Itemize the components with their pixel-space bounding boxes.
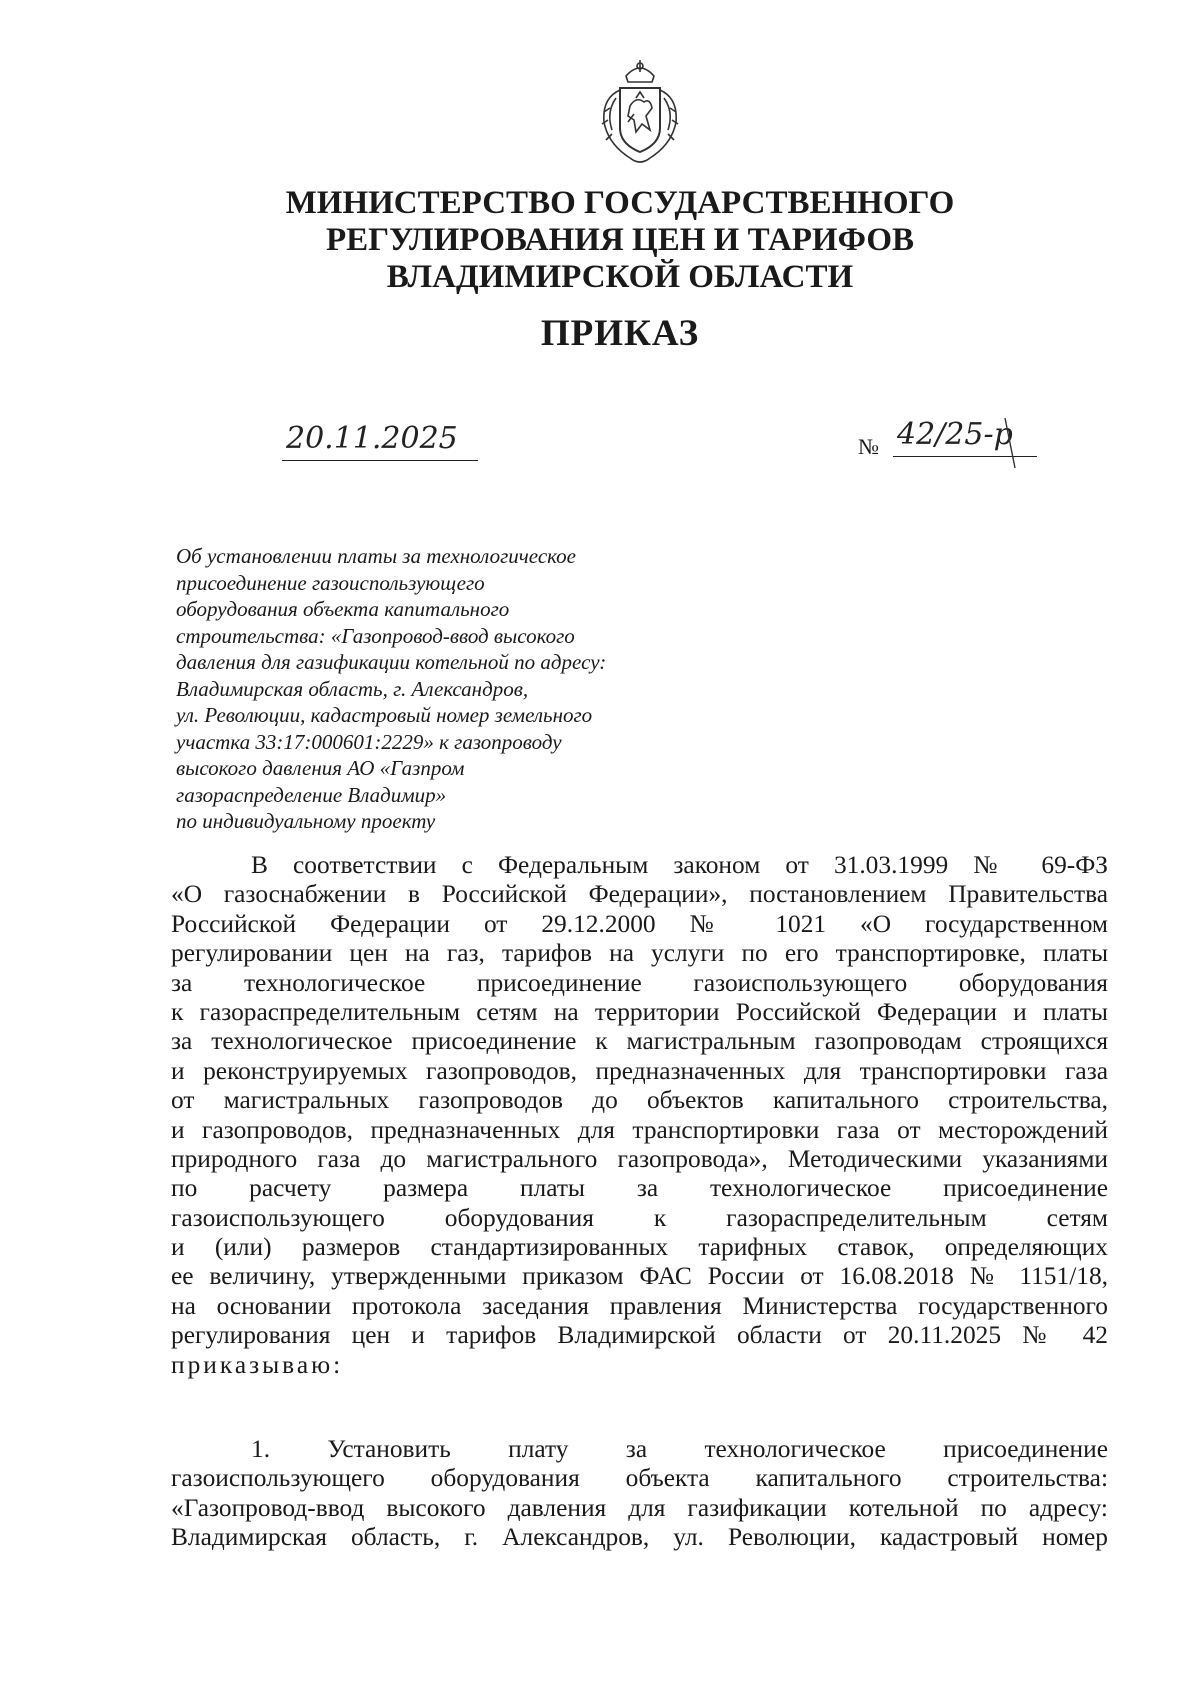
subject-line: по индивидуальному проекту [176, 809, 436, 833]
body-line: Владимирская область, г. Александров, ул. Революции, кадастровый номер [171, 1523, 1108, 1552]
body-line: ее величину, утвержденными приказом ФАС России от 16.08.2018 № 1151/18, [171, 1262, 1108, 1291]
order-date: 20.11.2025 [282, 422, 478, 461]
ministry-line: РЕГУЛИРОВАНИЯ ЦЕН И ТАРИФОВ [325, 222, 915, 258]
body-line: газоиспользующего оборудования объекта капитального строительства: [171, 1464, 1108, 1493]
ministry-line: МИНИСТЕРСТВО ГОСУДАРСТВЕННОГО [285, 185, 955, 221]
order-number: 42/25-р [893, 418, 1037, 457]
subject-line: давления для газификации котельной по адресу: [176, 650, 607, 674]
subject-line: оборудования объекта капитального [176, 597, 510, 621]
subject-line: присоединение газоиспользующего [176, 570, 485, 595]
body-line: и (или) размеров стандартизированных тарифных ставок, определяющих [171, 1233, 1108, 1262]
body-line: В соответствии с Федеральным законом от 31.03.1999 № 69-ФЗ [251, 851, 1108, 879]
ministry-title [200, 185, 1040, 296]
subject-line: Об установлении платы за технологическое [176, 544, 576, 568]
item-1-paragraph [171, 1435, 1108, 1553]
body-line: «Газопровод-ввод высокого давления для газификации котельной по адресу: [171, 1493, 1108, 1522]
order-subject [176, 543, 716, 835]
body-line: природного газа до магистрального газопровода», Методическими указаниями [171, 1144, 1108, 1173]
body-line: «О газоснабжении в Российской Федерации», постановлением Правительства [171, 880, 1108, 909]
body-line: и реконструируемых газопроводов, предназначенных для транспортировки газа [171, 1056, 1108, 1085]
number-sign: № [858, 434, 879, 459]
ministry-line: ВЛАДИМИРСКОЙ ОБЛАСТИ [386, 259, 854, 295]
subject-line: газораспределение Владимир» [176, 782, 447, 807]
body-line: регулирования цен и тарифов Владимирской области от 20.11.2025 № 42 [171, 1321, 1108, 1350]
coat-of-arms-emblem [590, 58, 690, 170]
body-line: 1. Установить плату за технологическое присоединение [251, 1435, 1108, 1463]
body-line: Российской Федерации от 29.12.2000 № 1021 «О государственном [171, 909, 1108, 938]
subject-line: ул. Революции, кадастровый номер земельного [176, 703, 593, 727]
body-line: газоиспользующего оборудования к газораспределительным сетям [171, 1203, 1108, 1232]
subject-line: строительства: «Газопровод-ввод высокого [176, 623, 575, 648]
subject-line: высокого давления АО «Газпром [176, 756, 465, 780]
subject-line: участка 33:17:000601:2229» к газопроводу [176, 729, 562, 754]
body-line: по расчету размера платы за технологическое присоединение [171, 1174, 1108, 1203]
body-line: регулировании цен на газ, тарифов на услуги по его транспортировке, платы [171, 939, 1108, 968]
document-type-title: ПРИКАЗ [540, 313, 700, 354]
body-line: за технологическое присоединение газоиспользующего оборудования [171, 968, 1108, 997]
body-line: за технологическое присоединение к магистральным газопроводам строящихся [171, 1027, 1108, 1056]
body-line: и газопроводов, предназначенных для транспортировки газа от месторождений [171, 1115, 1108, 1144]
order-command: приказываю: [171, 1350, 344, 1379]
subject-line: Владимирская область, г. Александров, [176, 676, 529, 701]
handwritten-stroke [985, 398, 1045, 498]
body-line: к газораспределительным сетям на территории Российской Федерации и платы [171, 997, 1108, 1026]
body-line: на основании протокола заседания правления Министерства государственного [171, 1291, 1108, 1320]
body-line: от магистральных газопроводов до объектов капитального строительства, [171, 1086, 1108, 1115]
preamble-paragraph [171, 851, 1108, 1380]
